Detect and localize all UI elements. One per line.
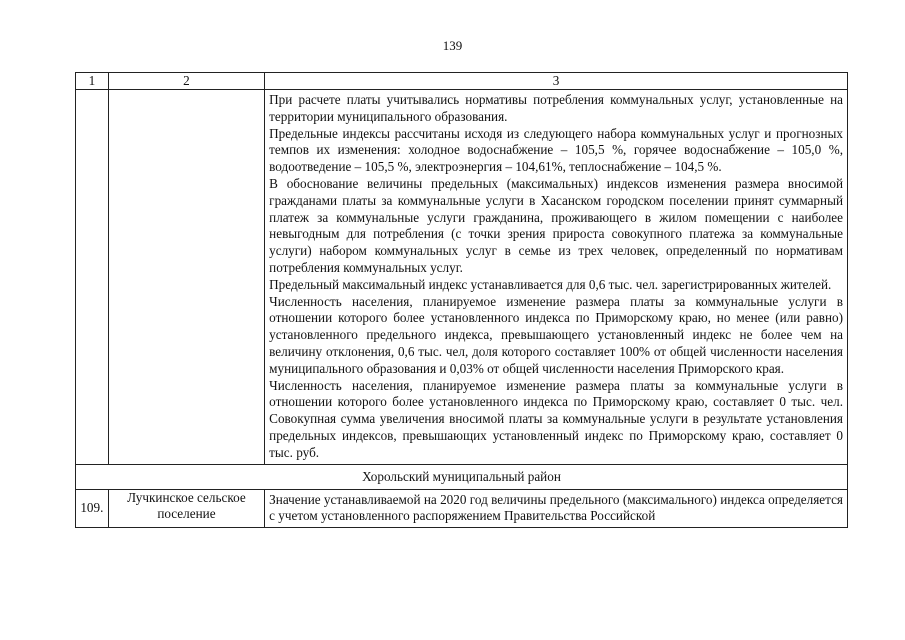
- row-text-cell: [265, 90, 848, 465]
- entry-name: Лучкинское сельское поселение: [108, 489, 264, 528]
- header-col-2: 2: [108, 73, 264, 90]
- entry-number: 109.: [76, 489, 109, 528]
- paragraph: Предельный максимальный индекс устанавливается для 0,6 тыс. чел. зарегистрированных жителей.: [269, 276, 832, 292]
- section-title: Хорольский муниципальный район: [76, 464, 848, 489]
- document-table: [75, 72, 848, 528]
- table-header-row: [76, 73, 848, 90]
- header-col-3: 3: [265, 73, 848, 90]
- page-number: 139: [442, 38, 463, 53]
- section-row: [76, 464, 848, 489]
- paragraph: Численность населения, планируемое изменение размера платы за коммунальные услуги в отношении которого более установленного индекса по Приморскому краю, составляет 0 тыс. чел. Совокупная сумма увеличения вносимой платы за коммунальные услуги в результате установления предельных индексов, превышающих установленный индекс по Приморскому краю, составляет 0 тыс. руб.: [269, 377, 843, 460]
- table-row: [76, 90, 848, 465]
- paragraph: Значение устанавливаемой на 2020 год величины предельного (максимального) индекса определяется с учетом установленного распоряжением Правительства Российской: [269, 491, 843, 524]
- paragraph: Численность населения, планируемое изменение размера платы за коммунальные услуги в отношении которого более установленного индекса по Приморскому краю, но менее (или равно) установленного предельного индекса, превышающего установленный индекс не более чем на величину отклонения, 0,6 тыс. чел, доля которого составляет 100% от общей численности населения муниципального образования и 0,03% от общей численности населения Приморского края.: [269, 293, 843, 376]
- table-row: [76, 489, 848, 528]
- paragraph: При расчете платы учитывались нормативы потребления коммунальных услуг, установленные на территории муниципального образования.: [269, 92, 843, 124]
- paragraph: В обоснование величины предельных (максимальных) индексов изменения размера вносимой гражданами платы за коммунальные услуги в Хасанском городском поселении принят суммарный платеж за коммунальные услуги гражданина, проживающего в жилом помещении с наиболее невыгодным для потребления (с точки зрения прироста совокупного платежа за коммунальные услуги) набором коммунальных услуг в семье из трех человек, определенный по нормативам потребления коммунальных услуг.: [269, 175, 843, 275]
- paragraph: Предельные индексы рассчитаны исходя из следующего набора коммунальных услуг и прогнозных темпов их изменения: холодное водоснабжение – 105,5 %, горячее водоснабжение – 105,0 %, водоотведение – 105,5 %, электроэнергия – 104,61%, теплоснабжение – 104,5 %.: [269, 125, 843, 175]
- header-col-1: 1: [76, 73, 109, 90]
- row-number-cell: [76, 90, 109, 465]
- entry-text: [265, 489, 848, 528]
- row-name-cell: [108, 90, 264, 465]
